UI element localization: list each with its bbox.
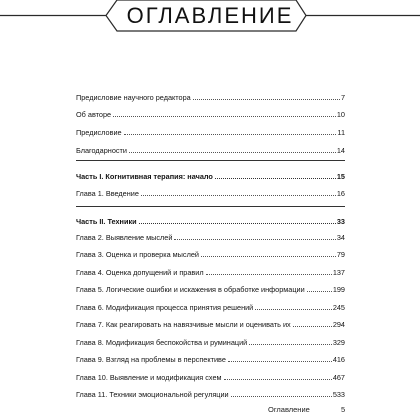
- part-divider-1: [76, 160, 345, 161]
- toc-entry-title: Глава 2. Выявление мыслей: [76, 233, 173, 242]
- toc-entry-page: 329: [332, 338, 345, 347]
- toc-entry: [76, 263, 345, 277]
- toc-entry-page: 33: [336, 217, 345, 226]
- dot-leader: [206, 274, 332, 275]
- toc-entry-title: Глава 11. Техники эмоциональной регуляции: [76, 390, 229, 399]
- toc-entry-page: 79: [336, 250, 345, 259]
- toc-entry-title: Глава 10. Выявление и модификация схем: [76, 373, 222, 382]
- toc-entry-title: Глава 9. Взгляд на проблемы в перспективе: [76, 355, 226, 364]
- toc-entry-title: Глава 5. Логические ошибки и искажения в обработке информации: [76, 285, 305, 294]
- toc-entry-title: Глава 8. Модификация беспокойства и руминаций: [76, 338, 248, 347]
- toc-entry-page: 199: [332, 285, 345, 294]
- toc-entry-title: Благодарности: [76, 146, 127, 155]
- dot-leader: [215, 178, 336, 179]
- dot-leader: [293, 326, 332, 327]
- dot-leader: [249, 344, 332, 345]
- toc-entry-title: Часть II. Техники: [76, 217, 137, 226]
- dot-leader: [193, 99, 340, 100]
- toc-entry: [76, 184, 345, 198]
- toc-entry-page: 467: [332, 373, 345, 382]
- toc-entry-title: Часть I. Когнитивная терапия: начало: [76, 172, 213, 181]
- toc-entry: [76, 88, 345, 102]
- dot-leader: [231, 396, 332, 397]
- toc-entry-page: 416: [332, 355, 345, 364]
- toc-entry-page: 137: [332, 268, 345, 277]
- toc-entry-page: 533: [332, 390, 345, 399]
- toc-part-entry: [76, 167, 345, 181]
- dot-leader: [201, 256, 336, 257]
- toc-entry: [76, 333, 345, 347]
- toc-entry: [76, 350, 345, 364]
- dot-leader: [228, 361, 332, 362]
- dot-leader: [124, 134, 337, 135]
- toc-entry-page: 7: [340, 93, 345, 102]
- toc-entry-title: Глава 1. Введение: [76, 189, 139, 198]
- toc-entry-title: Глава 7. Как реагировать на навязчивые мысли и оценивать их: [76, 320, 291, 329]
- dot-leader: [129, 152, 336, 153]
- dot-leader: [174, 239, 335, 240]
- toc-entry-page: 245: [332, 303, 345, 312]
- toc-entry-page: 15: [336, 172, 345, 181]
- toc-entry-title: Предисловие научного редактора: [76, 93, 191, 102]
- dot-leader: [113, 116, 336, 117]
- toc-entry-page: 14: [336, 146, 345, 155]
- toc-entry: [76, 105, 345, 119]
- toc-entry: [76, 141, 345, 155]
- dot-leader: [141, 195, 336, 196]
- dot-leader: [139, 223, 336, 224]
- footer-page-number: 5: [341, 405, 346, 414]
- toc-entry-title: Глава 6. Модификация процесса принятия решений: [76, 303, 254, 312]
- toc-entry-page: 294: [332, 320, 345, 329]
- dot-leader: [224, 379, 332, 380]
- toc-entry: [76, 245, 345, 259]
- toc-entry: [76, 280, 345, 294]
- toc-entry: [76, 315, 345, 329]
- dot-leader: [255, 309, 332, 310]
- toc-entry-page: 16: [336, 189, 345, 198]
- toc-entry-title: Предисловие: [76, 128, 122, 137]
- part-divider-2: [76, 206, 345, 207]
- dot-leader: [307, 291, 332, 292]
- footer-section-label: Оглавление: [268, 405, 310, 414]
- toc-entry: [76, 123, 345, 137]
- toc-entry: [76, 228, 345, 242]
- page-title: ОГЛАВЛЕНИЕ: [126, 3, 294, 28]
- toc-entry-title: Глава 4. Оценка допущений и правил: [76, 268, 204, 277]
- toc-entry: [76, 298, 345, 312]
- toc-entry: [76, 368, 345, 382]
- toc-entry-title: Об авторе: [76, 110, 112, 119]
- toc-entry: [76, 385, 345, 399]
- toc-part-entry: [76, 212, 345, 226]
- toc-entry-page: 11: [337, 128, 345, 137]
- toc-entry-title: Глава 3. Оценка и проверка мыслей: [76, 250, 199, 259]
- toc-entry-page: 34: [336, 233, 345, 242]
- toc-entry-page: 10: [336, 110, 345, 119]
